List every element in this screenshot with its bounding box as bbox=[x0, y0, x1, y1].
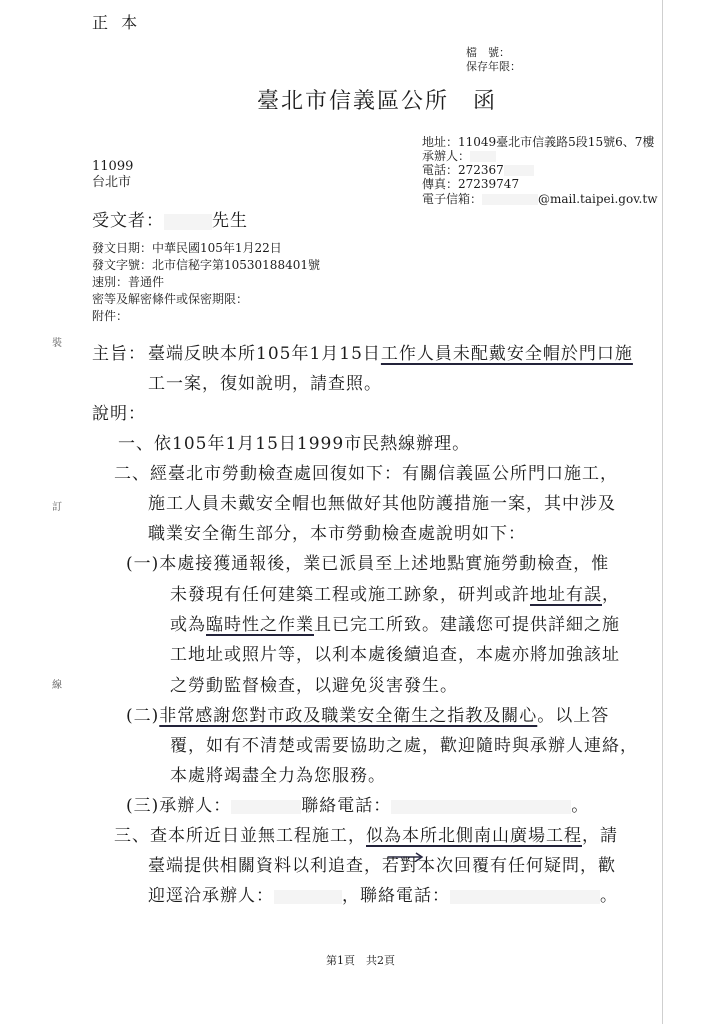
item-3-text: 三、查本所近日並無工程施工， bbox=[114, 826, 366, 846]
handler-label: 承辦人： bbox=[422, 149, 471, 163]
redaction bbox=[504, 165, 534, 176]
sub-1-underlined-temporary: 臨時性之作業 bbox=[206, 615, 314, 635]
sub-1-line-4: 工地址或照片等，以利本處後續追查，本處亦將加強該址 bbox=[170, 645, 620, 665]
redaction bbox=[470, 151, 496, 162]
sender-phone-label: 電話：272367 bbox=[422, 163, 504, 177]
binding-mark-xian: 線 bbox=[52, 680, 62, 691]
sub-2-line-2: 覆，如有不清楚或需要協助之處，歡迎隨時與承辦人連絡， bbox=[170, 736, 638, 756]
file-number-field: 檔 號： bbox=[466, 46, 510, 59]
binding-mark-ding: 訂 bbox=[52, 502, 62, 513]
subject-label: 主旨： bbox=[92, 344, 146, 364]
issue-number: 發文字號：北市信秘字第10530188401號 bbox=[92, 258, 320, 272]
delivery-speed: 速別：普通件 bbox=[92, 275, 165, 289]
item-3-line-1 bbox=[114, 826, 618, 846]
subject-line-1 bbox=[148, 344, 633, 364]
sub-1-line-5: 之勞動監督檢查，以避免災害發生。 bbox=[170, 676, 458, 696]
item-3-line-2: 臺端提供相關資料以利追查，若對本次回覆有任何疑問，歡 bbox=[148, 856, 616, 876]
recipient-city: 台北市 bbox=[92, 175, 132, 190]
item-2-line-2: 施工人員未戴安全帽也無做好其他防護措施一案，其中涉及 bbox=[148, 494, 616, 514]
recipient-line bbox=[92, 206, 248, 231]
sender-email bbox=[422, 193, 657, 206]
sub-2-line-3: 本處將竭盡全力為您服務。 bbox=[170, 766, 386, 786]
sub-1-text: 且已完工所致。建議您可提供詳細之施 bbox=[314, 615, 620, 635]
copy-mark: 正 本 bbox=[92, 13, 142, 32]
redaction bbox=[231, 800, 301, 814]
subject-text: 臺端反映本所105年1月15日 bbox=[148, 344, 381, 364]
item-3-phone-label: ，聯絡電話： bbox=[342, 886, 450, 906]
explanation-label: 說明： bbox=[92, 404, 146, 424]
item-3-line-3 bbox=[148, 886, 618, 906]
sender-fax: 傳真：27239747 bbox=[422, 177, 520, 191]
recipient-zip: 11099 bbox=[92, 159, 134, 174]
sub-1-line-2 bbox=[170, 585, 620, 605]
sub-3-handler-label: (三)承辦人： bbox=[126, 796, 232, 816]
page-number: 第1頁 共2頁 bbox=[326, 954, 395, 967]
sub-1-text: 未發現有任何建築工程或施工跡象，研判或許 bbox=[170, 585, 530, 605]
sub-2-text: (二) bbox=[126, 706, 160, 726]
redaction bbox=[164, 214, 212, 230]
recipient-label: 受文者： bbox=[92, 211, 164, 231]
sub-1-line-3 bbox=[170, 615, 620, 635]
sub-3-phone-label: 聯絡電話： bbox=[301, 796, 392, 816]
retention-field: 保存年限： bbox=[466, 60, 521, 73]
sub-1-underlined-address: 地址有誤 bbox=[530, 585, 602, 605]
email-label: 電子信箱： bbox=[422, 192, 483, 206]
sub-3-contact-line bbox=[126, 796, 589, 816]
item-3-text: ，請 bbox=[582, 826, 618, 846]
item-3-handler-label: 迎逕洽承辦人： bbox=[148, 886, 274, 906]
item-3-end: 。 bbox=[600, 886, 618, 906]
redaction bbox=[482, 194, 538, 205]
issue-date: 發文日期：中華民國105年1月22日 bbox=[92, 241, 282, 255]
sub-2-text: 。以上答 bbox=[537, 706, 610, 726]
sub-1-text: ， bbox=[602, 585, 620, 605]
binding-mark-zhuang: 裝 bbox=[52, 338, 62, 349]
attachment-field: 附件： bbox=[92, 309, 129, 323]
item-2-line-3: 職業安全衛生部分，本市勞動檢查處說明如下： bbox=[148, 524, 526, 544]
sender-phone bbox=[422, 164, 534, 177]
sender-address: 地址：11049臺北市信義路5段15號6、7樓 bbox=[422, 135, 655, 149]
secrecy-level: 密等及解密條件或保密期限： bbox=[92, 292, 249, 306]
redaction bbox=[450, 890, 600, 904]
item-2-line-1: 二、經臺北市勞動檢查處回復如下：有關信義區公所門口施工， bbox=[114, 464, 618, 484]
sub-2-line-1 bbox=[126, 706, 609, 726]
document-title: 臺北市信義區公所 函 bbox=[257, 89, 498, 114]
recipient-honorific: 先生 bbox=[212, 211, 248, 231]
sub-1-text: 或為 bbox=[170, 615, 206, 635]
sub-3-end: 。 bbox=[571, 796, 590, 816]
redaction bbox=[274, 890, 342, 904]
handler-field bbox=[422, 150, 496, 163]
email-domain: @mail.taipei.gov.tw bbox=[538, 192, 658, 206]
redaction bbox=[391, 800, 571, 814]
subject-underlined-text: 工作人員未配戴安全帽於門口施 bbox=[380, 344, 633, 364]
sub-1-line-1: (一)本處接獲通報後，業已派員至上述地點實施勞動檢查，惟 bbox=[126, 554, 610, 574]
page-edge-line bbox=[662, 0, 663, 1024]
subject-line-2: 工一案，復如說明，請查照。 bbox=[148, 374, 382, 394]
sub-2-underlined-thanks: 非常感謝您對市政及職業安全衛生之指教及關心 bbox=[159, 706, 538, 726]
explanation-item-1: 一、依105年1月15日1999市民熱線辦理。 bbox=[118, 434, 471, 454]
item-3-underlined-plaza: 似為本所北側南山廣場工程 bbox=[366, 826, 582, 846]
